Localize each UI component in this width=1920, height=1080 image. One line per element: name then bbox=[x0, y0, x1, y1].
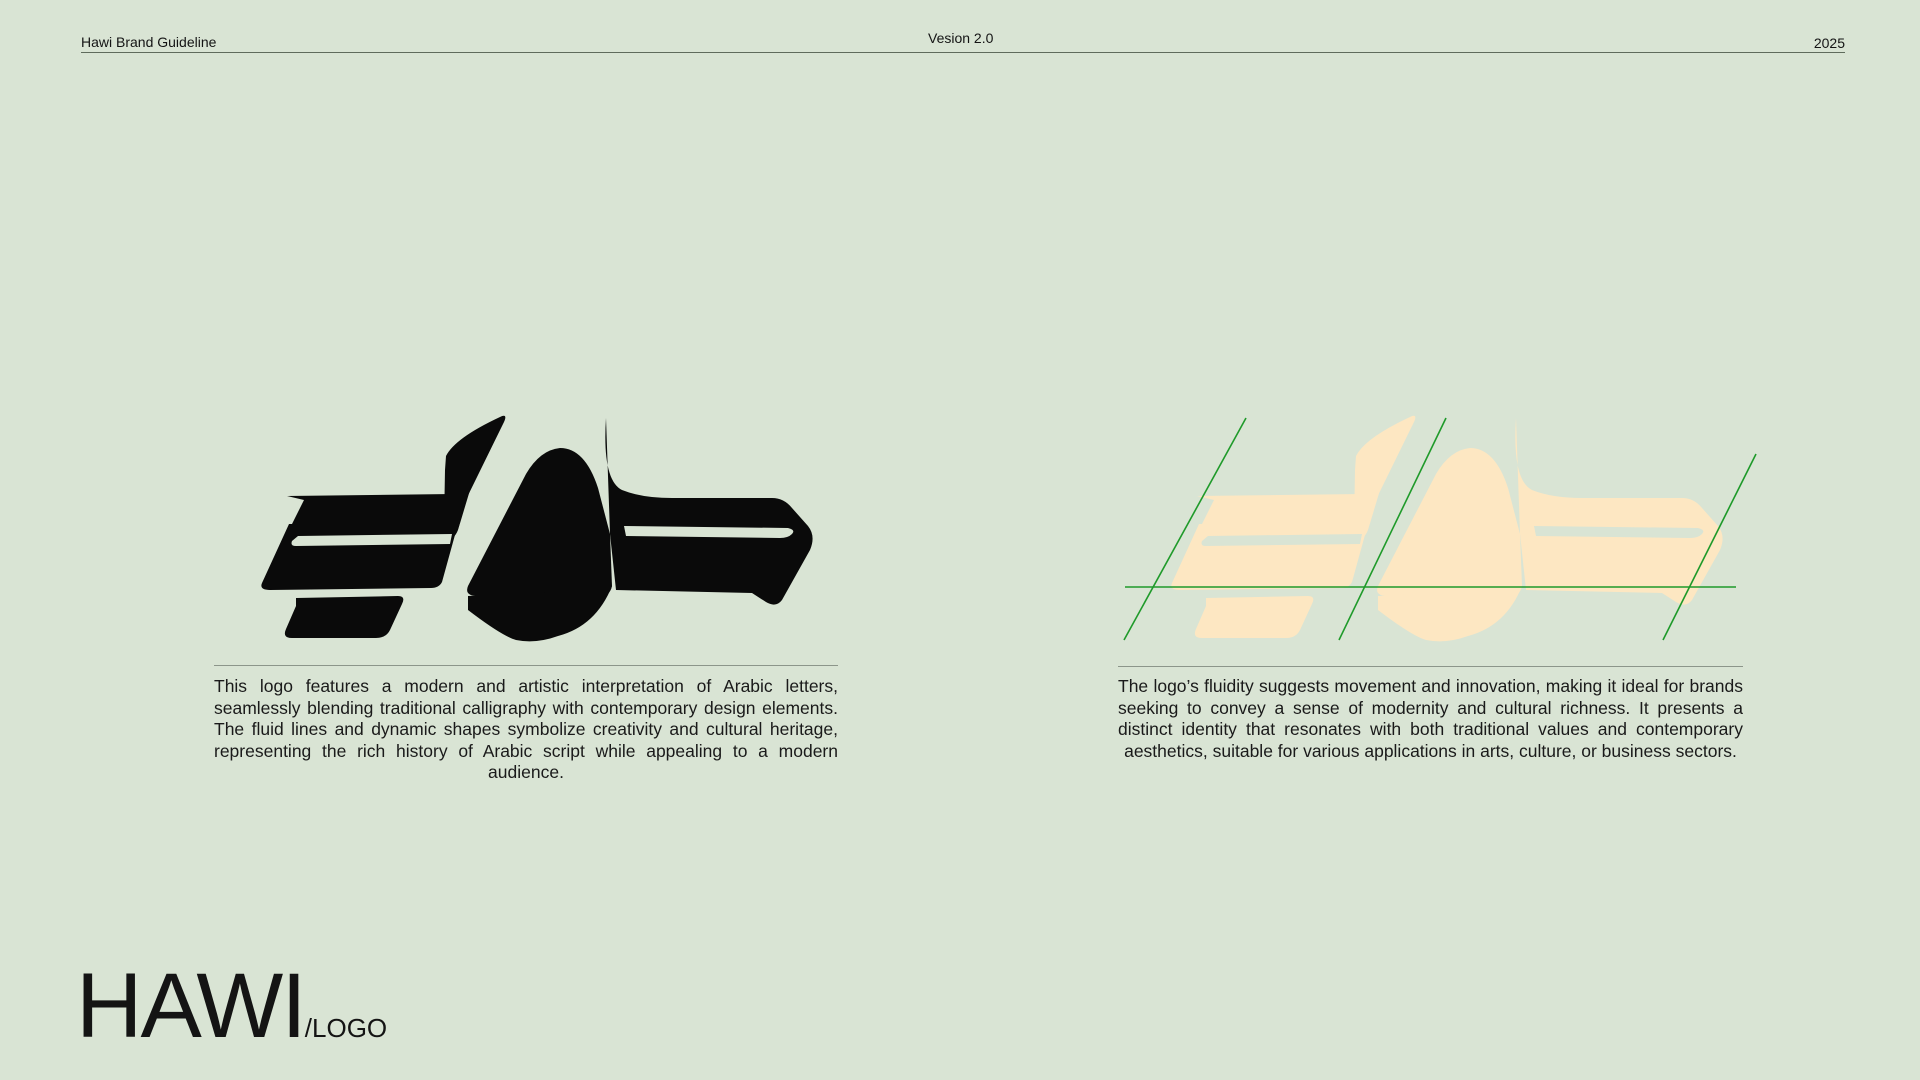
year-label: 2025 bbox=[1813, 35, 1845, 51]
hawi-logo-construction bbox=[1110, 400, 1770, 650]
document-title: Hawi Brand Guideline bbox=[81, 34, 217, 50]
section-label: /LOGO bbox=[304, 1013, 388, 1043]
section-title bbox=[76, 955, 388, 1057]
brand-name: HAWI bbox=[76, 955, 305, 1057]
hawi-logo-black bbox=[240, 400, 820, 650]
version-label: Vesion 2.0 bbox=[928, 30, 994, 46]
logo-fluidity-description: The logo’s fluidity suggests movement and innovation, making it ideal for brands seeking to convey a sense of modernity and cultural richness. It presents a distinct identity that resonates with both traditional values and contemporary aesthetics, suitable for various applications in arts, culture, or business sectors. bbox=[1118, 676, 1743, 761]
caption-divider-left bbox=[214, 665, 838, 666]
logo-description: This logo features a modern and artistic interpretation of Arabic letters, seamlessly blending traditional calligraphy with contemporary design elements. The fluid lines and dynamic shapes symbolize creativity and cultural heritage, representing the rich history of Arabic script while appealing to a modern audience. bbox=[214, 676, 838, 782]
header-divider bbox=[81, 52, 1845, 53]
caption-divider-right bbox=[1118, 666, 1743, 667]
